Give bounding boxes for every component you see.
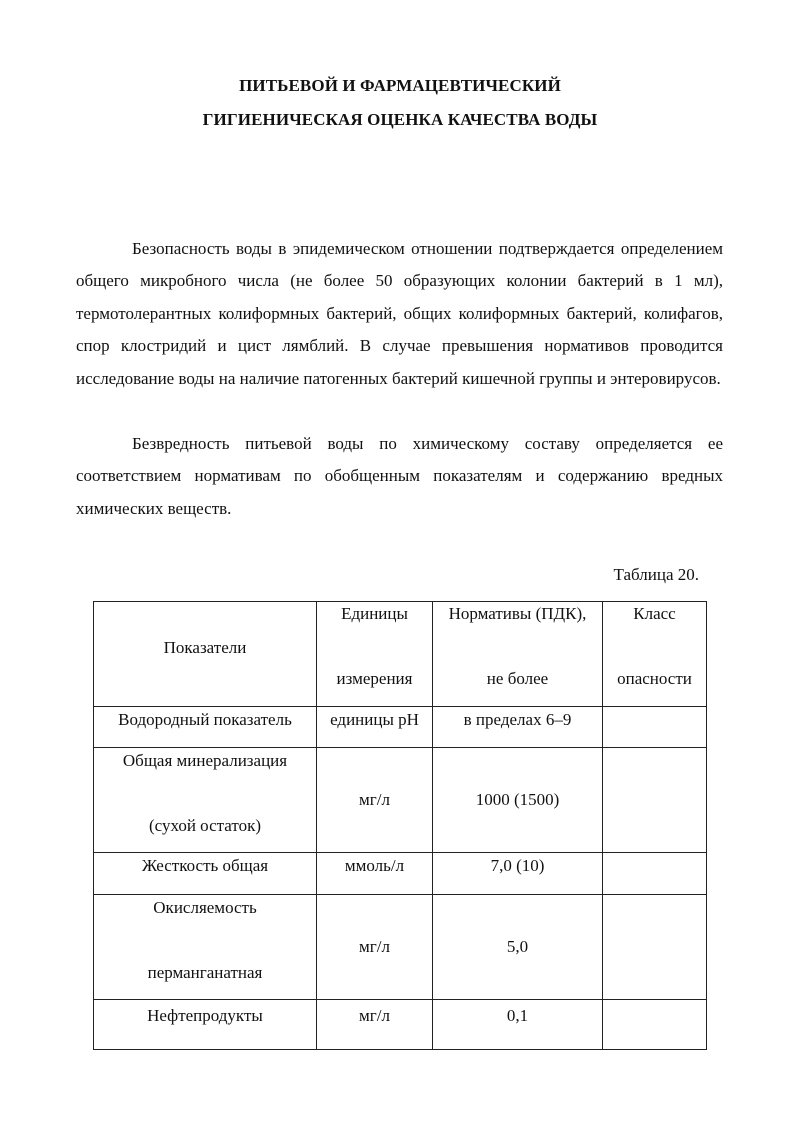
cell-units: мг/л	[317, 748, 433, 853]
cell-norm: 0,1	[433, 1000, 603, 1050]
water-norms-table	[93, 601, 707, 1050]
cell-class	[603, 748, 707, 853]
cell-units: мг/л	[317, 895, 433, 1000]
cell-indicator: Водородный показатель	[94, 707, 317, 748]
header-class-line1: Класс	[633, 604, 676, 623]
cell-units: ммоль/л	[317, 853, 433, 895]
header-norm-line1: Нормативы (ПДК),	[448, 604, 587, 623]
header-units	[317, 602, 433, 707]
table-row	[94, 748, 707, 853]
header-indicator: Показатели	[94, 602, 317, 707]
cell-class	[603, 1000, 707, 1050]
header-norm	[433, 602, 603, 707]
cell-norm: 1000 (1500)	[433, 748, 603, 853]
cell-indicator-line1: Общая минерализация	[122, 751, 288, 770]
cell-indicator: Жесткость общая	[94, 853, 317, 895]
cell-class	[603, 895, 707, 1000]
cell-class	[603, 853, 707, 895]
cell-norm: в пределах 6–9	[433, 707, 603, 748]
cell-units: единицы pH	[317, 707, 433, 748]
header-units-line2: измерения	[336, 669, 413, 688]
document-title-line2: ГИГИЕНИЧЕСКАЯ ОЦЕНКА КАЧЕСТВА ВОДЫ	[202, 110, 598, 129]
cell-indicator-line1: Окисляемость	[153, 898, 257, 917]
cell-norm: 5,0	[433, 895, 603, 1000]
header-class-line2: опасности	[617, 669, 692, 688]
header-norm-line2: не более	[486, 669, 549, 688]
table-row	[94, 1000, 707, 1050]
cell-indicator	[94, 748, 317, 853]
table-caption: Таблица 20.	[613, 565, 699, 584]
cell-norm: 7,0 (10)	[433, 853, 603, 895]
cell-units: мг/л	[317, 1000, 433, 1050]
document-title-line1: ПИТЬЕВОЙ И ФАРМАЦЕВТИЧЕСКИЙ	[239, 76, 561, 95]
header-units-line1: Единицы	[341, 604, 408, 623]
table-row	[94, 895, 707, 1000]
paragraph-safety: Безопасность воды в эпидемическом отношении подтверждается определением общего микробного числа (не более 50 образующих колонии бактерий в 1 мл), термотолерантных колиформных бактерий, общих колиформных бактерий, колифагов, спор клостридий и цист лямблий. В случае превышения нормативов проводится исследование воды на наличие патогенных бактерий кишечной группы и энтеровирусов.	[76, 239, 723, 388]
table-header-row	[94, 602, 707, 707]
table-row	[94, 707, 707, 748]
paragraph-harmlessness: Безвредность питьевой воды по химическому составу определяется ее соответствием нормативам по обобщенным показателям и содержанию вредных химических веществ.	[76, 434, 723, 518]
cell-indicator-line2: перманганатная	[147, 963, 263, 982]
header-class	[603, 602, 707, 707]
cell-class	[603, 707, 707, 748]
table-row	[94, 853, 707, 895]
cell-indicator	[94, 895, 317, 1000]
cell-indicator: Нефтепродукты	[94, 1000, 317, 1050]
cell-indicator-line2: (сухой остаток)	[148, 816, 262, 835]
